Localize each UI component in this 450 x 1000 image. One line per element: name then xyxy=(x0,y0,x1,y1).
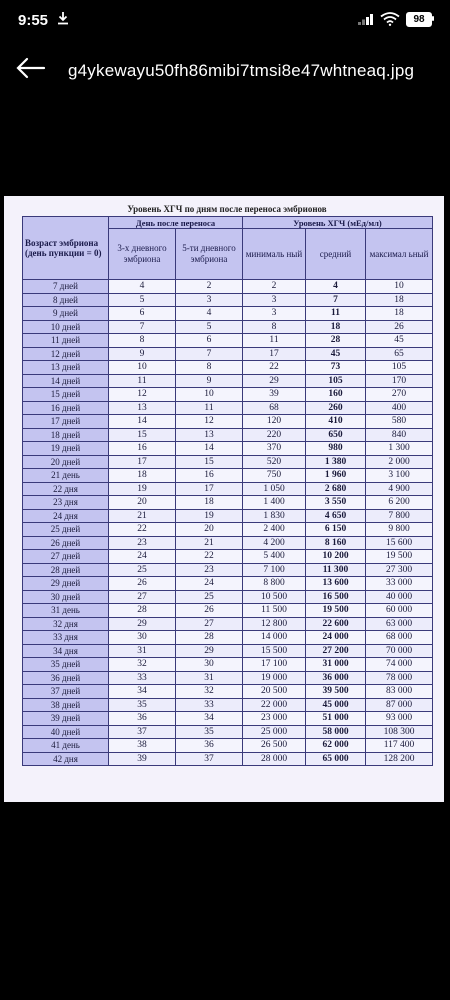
cell-age: 16 дней xyxy=(23,401,109,415)
cell-mean: 22 600 xyxy=(306,617,366,631)
cell-min: 68 xyxy=(243,401,306,415)
cell-mean: 650 xyxy=(306,428,366,442)
cell-age: 26 дней xyxy=(23,536,109,550)
cell-age: 37 дней xyxy=(23,685,109,699)
cell-mean: 4 xyxy=(306,280,366,294)
cell-min: 12 800 xyxy=(243,617,306,631)
cell-max: 170 xyxy=(366,374,433,388)
cell-max: 70 000 xyxy=(366,644,433,658)
cell-mean: 19 500 xyxy=(306,604,366,618)
table-row xyxy=(23,644,433,658)
cell-age: 10 дней xyxy=(23,320,109,334)
cell-3day: 39 xyxy=(109,752,176,766)
table-row xyxy=(23,509,433,523)
cell-max: 83 000 xyxy=(366,685,433,699)
cell-min: 1 830 xyxy=(243,509,306,523)
cell-mean: 65 000 xyxy=(306,752,366,766)
cell-min: 2 400 xyxy=(243,523,306,537)
cell-5day: 32 xyxy=(176,685,243,699)
cell-5day: 11 xyxy=(176,401,243,415)
cell-age: 38 дней xyxy=(23,698,109,712)
cell-5day: 3 xyxy=(176,293,243,307)
cell-max: 26 xyxy=(366,320,433,334)
cell-max: 270 xyxy=(366,388,433,402)
cell-age: 23 дня xyxy=(23,496,109,510)
cell-min: 8 xyxy=(243,320,306,334)
cell-age: 39 дней xyxy=(23,712,109,726)
cell-min: 3 xyxy=(243,293,306,307)
cell-min: 2 xyxy=(243,280,306,294)
table-row xyxy=(23,617,433,631)
cell-3day: 13 xyxy=(109,401,176,415)
cell-3day: 9 xyxy=(109,347,176,361)
table-row xyxy=(23,307,433,321)
table-row xyxy=(23,550,433,564)
table-row xyxy=(23,577,433,591)
header-embryo-age: Возраст эмбриона (день пункции = 0) xyxy=(23,217,109,280)
cell-3day: 23 xyxy=(109,536,176,550)
signal-icon xyxy=(358,13,376,25)
wifi-icon xyxy=(380,12,400,26)
cell-5day: 28 xyxy=(176,631,243,645)
cell-5day: 37 xyxy=(176,752,243,766)
header-min: минималь ный xyxy=(243,229,306,280)
cell-3day: 18 xyxy=(109,469,176,483)
cell-mean: 16 500 xyxy=(306,590,366,604)
cell-5day: 5 xyxy=(176,320,243,334)
header-day-after-transfer: День после переноса xyxy=(109,217,243,229)
cell-age: 31 день xyxy=(23,604,109,618)
cell-5day: 23 xyxy=(176,563,243,577)
cell-max: 87 000 xyxy=(366,698,433,712)
cell-3day: 22 xyxy=(109,523,176,537)
cell-mean: 31 000 xyxy=(306,658,366,672)
table-row xyxy=(23,442,433,456)
cell-max: 9 800 xyxy=(366,523,433,537)
cell-mean: 4 650 xyxy=(306,509,366,523)
cell-age: 22 дня xyxy=(23,482,109,496)
cell-5day: 21 xyxy=(176,536,243,550)
cell-max: 7 800 xyxy=(366,509,433,523)
cell-mean: 7 xyxy=(306,293,366,307)
cell-max: 3 100 xyxy=(366,469,433,483)
cell-min: 23 000 xyxy=(243,712,306,726)
cell-5day: 18 xyxy=(176,496,243,510)
cell-mean: 45 xyxy=(306,347,366,361)
cell-min: 25 000 xyxy=(243,725,306,739)
cell-mean: 11 300 xyxy=(306,563,366,577)
cell-3day: 20 xyxy=(109,496,176,510)
table-row xyxy=(23,563,433,577)
cell-5day: 9 xyxy=(176,374,243,388)
cell-mean: 18 xyxy=(306,320,366,334)
cell-3day: 14 xyxy=(109,415,176,429)
cell-3day: 27 xyxy=(109,590,176,604)
cell-3day: 19 xyxy=(109,482,176,496)
image-view[interactable] xyxy=(4,196,444,802)
cell-mean: 1 380 xyxy=(306,455,366,469)
cell-3day: 8 xyxy=(109,334,176,348)
cell-5day: 16 xyxy=(176,469,243,483)
cell-5day: 4 xyxy=(176,307,243,321)
cell-5day: 26 xyxy=(176,604,243,618)
cell-age: 42 дня xyxy=(23,752,109,766)
cell-mean: 260 xyxy=(306,401,366,415)
cell-min: 1 050 xyxy=(243,482,306,496)
table-row xyxy=(23,334,433,348)
cell-age: 7 дней xyxy=(23,280,109,294)
cell-5day: 15 xyxy=(176,455,243,469)
table-row xyxy=(23,739,433,753)
cell-age: 32 дня xyxy=(23,617,109,631)
table-row xyxy=(23,401,433,415)
cell-age: 14 дней xyxy=(23,374,109,388)
cell-age: 13 дней xyxy=(23,361,109,375)
cell-min: 17 100 xyxy=(243,658,306,672)
header-mean: средний xyxy=(306,229,366,280)
cell-min: 8 800 xyxy=(243,577,306,591)
cell-age: 34 дня xyxy=(23,644,109,658)
cell-age: 41 день xyxy=(23,739,109,753)
cell-5day: 34 xyxy=(176,712,243,726)
table-row xyxy=(23,482,433,496)
cell-5day: 31 xyxy=(176,671,243,685)
cell-max: 1 300 xyxy=(366,442,433,456)
table-row xyxy=(23,455,433,469)
cell-mean: 28 xyxy=(306,334,366,348)
cell-mean: 27 200 xyxy=(306,644,366,658)
cell-max: 4 900 xyxy=(366,482,433,496)
cell-min: 520 xyxy=(243,455,306,469)
cell-min: 11 500 xyxy=(243,604,306,618)
cell-min: 19 000 xyxy=(243,671,306,685)
cell-max: 117 400 xyxy=(366,739,433,753)
cell-mean: 1 960 xyxy=(306,469,366,483)
cell-max: 2 000 xyxy=(366,455,433,469)
table-row xyxy=(23,671,433,685)
table-row xyxy=(23,725,433,739)
header-5day-embryo: 5-ти дневного эмбриона xyxy=(176,229,243,280)
cell-mean: 51 000 xyxy=(306,712,366,726)
cell-min: 220 xyxy=(243,428,306,442)
cell-3day: 4 xyxy=(109,280,176,294)
cell-age: 35 дней xyxy=(23,658,109,672)
status-time: 9:55 xyxy=(18,12,49,29)
cell-mean: 39 500 xyxy=(306,685,366,699)
table-row xyxy=(23,361,433,375)
cell-min: 15 500 xyxy=(243,644,306,658)
cell-mean: 160 xyxy=(306,388,366,402)
cell-5day: 36 xyxy=(176,739,243,753)
cell-5day: 25 xyxy=(176,590,243,604)
cell-max: 60 000 xyxy=(366,604,433,618)
cell-3day: 33 xyxy=(109,671,176,685)
download-icon xyxy=(56,11,70,25)
cell-5day: 20 xyxy=(176,523,243,537)
hcg-table xyxy=(22,216,433,766)
cell-age: 19 дней xyxy=(23,442,109,456)
cell-age: 20 дней xyxy=(23,455,109,469)
cell-mean: 410 xyxy=(306,415,366,429)
cell-mean: 62 000 xyxy=(306,739,366,753)
cell-max: 15 600 xyxy=(366,536,433,550)
cell-mean: 3 550 xyxy=(306,496,366,510)
cell-age: 12 дней xyxy=(23,347,109,361)
cell-age: 25 дней xyxy=(23,523,109,537)
cell-age: 24 дня xyxy=(23,509,109,523)
table-row xyxy=(23,293,433,307)
cell-3day: 17 xyxy=(109,455,176,469)
cell-min: 22 xyxy=(243,361,306,375)
cell-3day: 6 xyxy=(109,307,176,321)
cell-5day: 19 xyxy=(176,509,243,523)
cell-age: 15 дней xyxy=(23,388,109,402)
cell-age: 8 дней xyxy=(23,293,109,307)
cell-max: 65 xyxy=(366,347,433,361)
cell-age: 36 дней xyxy=(23,671,109,685)
cell-max: 27 300 xyxy=(366,563,433,577)
cell-age: 18 дней xyxy=(23,428,109,442)
cell-min: 26 500 xyxy=(243,739,306,753)
hcg-table-image xyxy=(22,204,432,794)
cell-min: 28 000 xyxy=(243,752,306,766)
cell-min: 29 xyxy=(243,374,306,388)
cell-3day: 36 xyxy=(109,712,176,726)
cell-max: 105 xyxy=(366,361,433,375)
cell-min: 7 100 xyxy=(243,563,306,577)
cell-3day: 38 xyxy=(109,739,176,753)
cell-mean: 24 000 xyxy=(306,631,366,645)
cell-max: 128 200 xyxy=(366,752,433,766)
cell-3day: 21 xyxy=(109,509,176,523)
cell-mean: 73 xyxy=(306,361,366,375)
cell-age: 33 дня xyxy=(23,631,109,645)
cell-max: 40 000 xyxy=(366,590,433,604)
cell-max: 18 xyxy=(366,293,433,307)
table-row xyxy=(23,374,433,388)
cell-max: 68 000 xyxy=(366,631,433,645)
cell-5day: 33 xyxy=(176,698,243,712)
table-row xyxy=(23,698,433,712)
header-hcg-level: Уровень ХГЧ (мЕд/мл) xyxy=(243,217,433,229)
battery-tip xyxy=(432,16,434,21)
cell-age: 17 дней xyxy=(23,415,109,429)
cell-3day: 32 xyxy=(109,658,176,672)
cell-mean: 8 160 xyxy=(306,536,366,550)
table-row xyxy=(23,523,433,537)
cell-mean: 980 xyxy=(306,442,366,456)
cell-5day: 35 xyxy=(176,725,243,739)
cell-3day: 29 xyxy=(109,617,176,631)
cell-5day: 14 xyxy=(176,442,243,456)
cell-5day: 7 xyxy=(176,347,243,361)
cell-3day: 37 xyxy=(109,725,176,739)
cell-max: 840 xyxy=(366,428,433,442)
cell-min: 120 xyxy=(243,415,306,429)
cell-mean: 58 000 xyxy=(306,725,366,739)
cell-min: 22 000 xyxy=(243,698,306,712)
cell-min: 4 200 xyxy=(243,536,306,550)
status-bar xyxy=(0,0,450,40)
cell-3day: 34 xyxy=(109,685,176,699)
cell-3day: 25 xyxy=(109,563,176,577)
table-row xyxy=(23,496,433,510)
cell-min: 5 400 xyxy=(243,550,306,564)
table-row xyxy=(23,280,433,294)
cell-mean: 6 150 xyxy=(306,523,366,537)
cell-5day: 29 xyxy=(176,644,243,658)
cell-mean: 45 000 xyxy=(306,698,366,712)
cell-mean: 2 680 xyxy=(306,482,366,496)
cell-max: 33 000 xyxy=(366,577,433,591)
table-row xyxy=(23,347,433,361)
cell-min: 10 500 xyxy=(243,590,306,604)
cell-age: 21 день xyxy=(23,469,109,483)
cell-3day: 12 xyxy=(109,388,176,402)
header-max: максимал ьный xyxy=(366,229,433,280)
cell-mean: 105 xyxy=(306,374,366,388)
back-button[interactable] xyxy=(14,54,48,82)
table-row xyxy=(23,388,433,402)
table-row xyxy=(23,631,433,645)
cell-5day: 27 xyxy=(176,617,243,631)
cell-3day: 26 xyxy=(109,577,176,591)
cell-5day: 24 xyxy=(176,577,243,591)
cell-max: 10 xyxy=(366,280,433,294)
cell-min: 39 xyxy=(243,388,306,402)
cell-5day: 2 xyxy=(176,280,243,294)
cell-3day: 28 xyxy=(109,604,176,618)
table-row xyxy=(23,604,433,618)
cell-3day: 31 xyxy=(109,644,176,658)
table-row xyxy=(23,428,433,442)
cell-5day: 8 xyxy=(176,361,243,375)
table-row xyxy=(23,320,433,334)
cell-max: 6 200 xyxy=(366,496,433,510)
cell-max: 74 000 xyxy=(366,658,433,672)
cell-max: 400 xyxy=(366,401,433,415)
cell-3day: 35 xyxy=(109,698,176,712)
cell-3day: 24 xyxy=(109,550,176,564)
cell-min: 14 000 xyxy=(243,631,306,645)
cell-min: 17 xyxy=(243,347,306,361)
cell-5day: 10 xyxy=(176,388,243,402)
cell-max: 18 xyxy=(366,307,433,321)
cell-age: 29 дней xyxy=(23,577,109,591)
cell-5day: 30 xyxy=(176,658,243,672)
cell-min: 3 xyxy=(243,307,306,321)
cell-max: 580 xyxy=(366,415,433,429)
cell-max: 45 xyxy=(366,334,433,348)
cell-5day: 17 xyxy=(176,482,243,496)
table-row xyxy=(23,536,433,550)
cell-age: 30 дней xyxy=(23,590,109,604)
cell-3day: 16 xyxy=(109,442,176,456)
battery-icon: 98 xyxy=(406,12,432,27)
cell-3day: 30 xyxy=(109,631,176,645)
cell-max: 93 000 xyxy=(366,712,433,726)
cell-age: 11 дней xyxy=(23,334,109,348)
cell-5day: 12 xyxy=(176,415,243,429)
cell-3day: 15 xyxy=(109,428,176,442)
cell-age: 28 дней xyxy=(23,563,109,577)
cell-max: 63 000 xyxy=(366,617,433,631)
table-row xyxy=(23,685,433,699)
file-name-title: g4ykewayu50fh86mibi7tmsi8e47whtneaq.jpg xyxy=(68,61,415,80)
cell-3day: 10 xyxy=(109,361,176,375)
header-3day-embryo: 3-х дневного эмбриона xyxy=(109,229,176,280)
cell-3day: 5 xyxy=(109,293,176,307)
table-row xyxy=(23,752,433,766)
cell-5day: 22 xyxy=(176,550,243,564)
table-title: Уровень ХГЧ по дням после переноса эмбрионов xyxy=(127,204,327,214)
table-row xyxy=(23,590,433,604)
table-row xyxy=(23,658,433,672)
cell-max: 78 000 xyxy=(366,671,433,685)
cell-mean: 36 000 xyxy=(306,671,366,685)
cell-5day: 13 xyxy=(176,428,243,442)
cell-age: 9 дней xyxy=(23,307,109,321)
cell-3day: 11 xyxy=(109,374,176,388)
cell-min: 1 400 xyxy=(243,496,306,510)
cell-min: 11 xyxy=(243,334,306,348)
cell-min: 20 500 xyxy=(243,685,306,699)
cell-mean: 13 600 xyxy=(306,577,366,591)
cell-5day: 6 xyxy=(176,334,243,348)
table-row xyxy=(23,712,433,726)
cell-max: 19 500 xyxy=(366,550,433,564)
cell-age: 40 дней xyxy=(23,725,109,739)
cell-min: 750 xyxy=(243,469,306,483)
cell-age: 27 дней xyxy=(23,550,109,564)
cell-max: 108 300 xyxy=(366,725,433,739)
table-row xyxy=(23,415,433,429)
cell-mean: 11 xyxy=(306,307,366,321)
table-row xyxy=(23,469,433,483)
cell-mean: 10 200 xyxy=(306,550,366,564)
back-arrow-icon xyxy=(14,54,48,82)
cell-min: 370 xyxy=(243,442,306,456)
cell-3day: 7 xyxy=(109,320,176,334)
